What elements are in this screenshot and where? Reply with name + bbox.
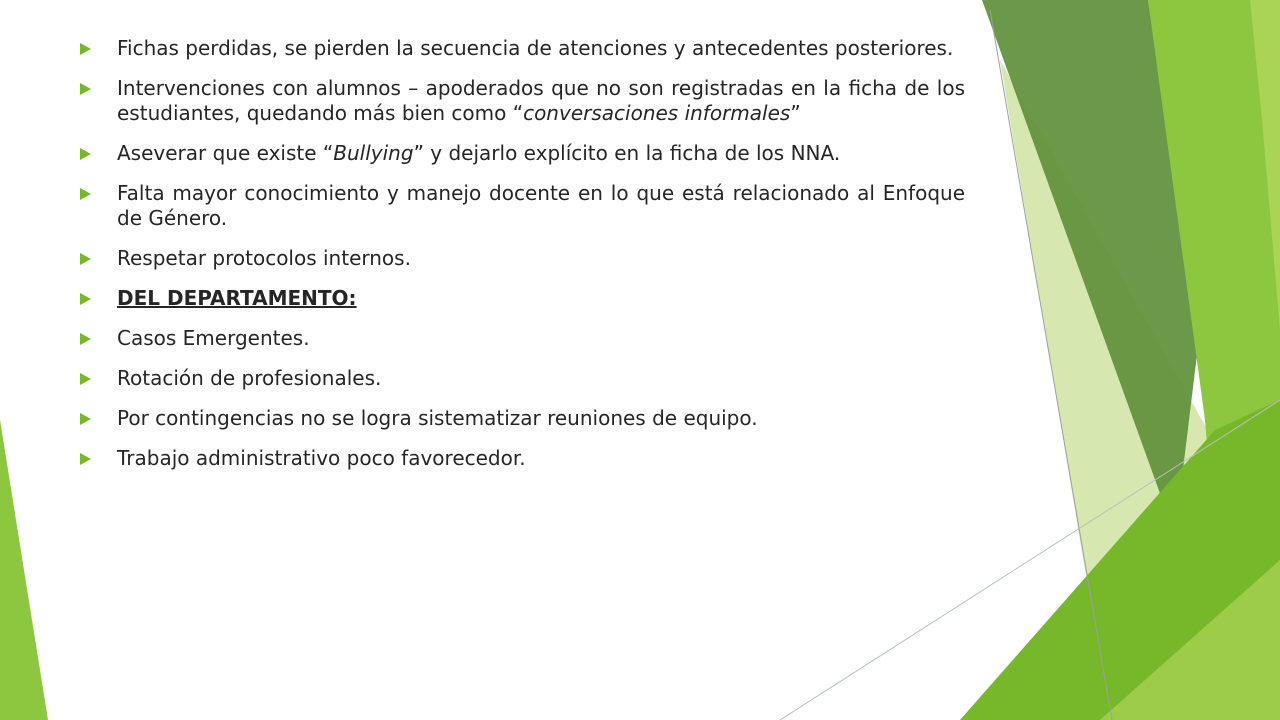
text-run: Rotación de profesionales. xyxy=(117,366,382,390)
bullet-item xyxy=(80,366,965,391)
text-run: Respetar protocolos internos. xyxy=(117,246,411,270)
bullet-item xyxy=(80,36,965,61)
triangle-right-icon xyxy=(80,373,91,385)
bullet-text xyxy=(117,76,965,125)
bullet-item xyxy=(80,446,965,471)
text-run: Por contingencias no se logra sistematizar reuniones de equipo. xyxy=(117,406,758,430)
triangle-right-icon xyxy=(80,148,91,160)
bullet-text xyxy=(117,406,758,430)
left-edge-shape xyxy=(0,420,48,720)
text-run: Casos Emergentes. xyxy=(117,326,310,350)
text-run: ” y dejarlo explícito en la ficha de los NNA. xyxy=(413,141,841,165)
bullet-text xyxy=(117,141,840,165)
bullet-text xyxy=(117,326,310,350)
text-run: Fichas perdidas, se pierden la secuencia de atenciones y antecedentes posteriores. xyxy=(117,36,954,60)
bullet-text xyxy=(117,181,965,230)
text-run: Trabajo administrativo poco favorecedor. xyxy=(117,446,526,470)
triangle-right-icon xyxy=(80,83,91,95)
triangle-right-icon xyxy=(80,293,91,305)
triangle-right-icon xyxy=(80,413,91,425)
bullet-text xyxy=(117,366,381,390)
text-run: Falta mayor conocimiento y manejo docente en lo que está relacionado al Enfoque de Género. xyxy=(117,181,965,230)
bullet-item xyxy=(80,181,965,231)
bullet-item xyxy=(80,76,965,126)
triangle-right-icon xyxy=(80,453,91,465)
bullet-text xyxy=(117,36,953,60)
bullet-item xyxy=(80,406,965,431)
bullet-text xyxy=(117,446,526,470)
bullet-list xyxy=(80,36,965,486)
triangle-right-icon xyxy=(80,188,91,200)
triangle-right-icon xyxy=(80,333,91,345)
emphasis-text: conversaciones informales xyxy=(523,101,791,125)
triangle-right-icon xyxy=(80,43,91,55)
bullet-item xyxy=(80,246,965,271)
bullet-text xyxy=(117,286,357,310)
section-heading: DEL DEPARTAMENTO: xyxy=(117,286,357,310)
text-run: Aseverar que existe “ xyxy=(117,141,334,165)
emphasis-text: Bullying xyxy=(333,141,414,165)
bullet-item xyxy=(80,141,965,166)
text-run: ” xyxy=(790,101,801,125)
bullet-item xyxy=(80,286,965,311)
bullet-item xyxy=(80,326,965,351)
bullet-text xyxy=(117,246,411,270)
triangle-right-icon xyxy=(80,253,91,265)
text-run: Intervenciones con alumnos – apoderados que no son registradas en la ficha de los estudiantes, quedando más bien como “ xyxy=(117,76,965,125)
